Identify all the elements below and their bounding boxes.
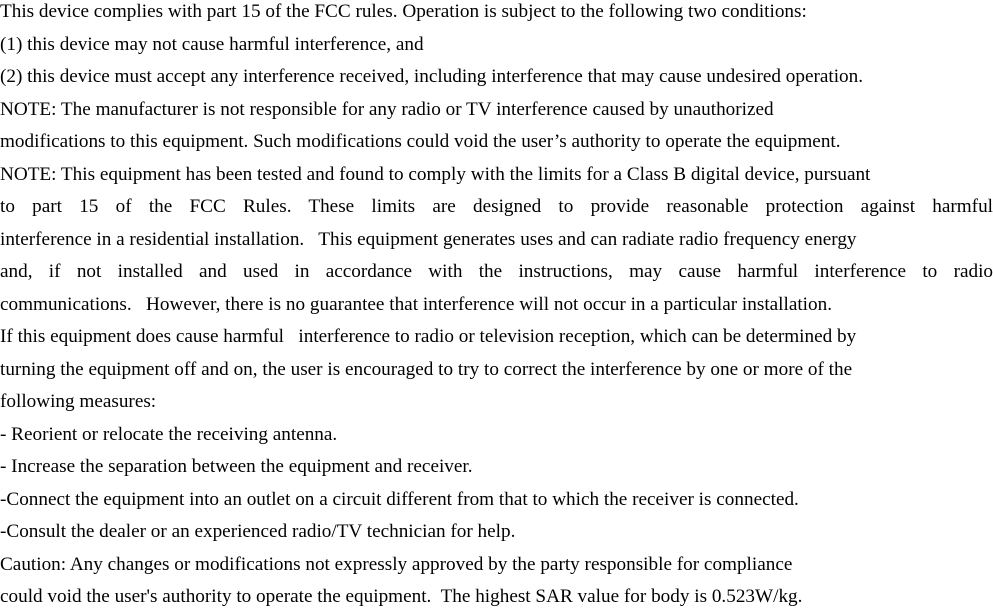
measure-increase-separation: - Increase the separation between the equipment and receiver. [0,456,473,477]
fcc-compliance-intro: This device complies with part 15 of the FCC rules. Operation is subject to the following two conditions: [0,1,807,22]
interference-paragraph-line-2: turning the equipment off and on, the user is encouraged to try to correct the interference by one or more of the [0,358,853,380]
manufacturer-note-line-2: modifications to this equipment. Such modifications could void the user’s authority to operate the equipment. [0,131,841,152]
caution-line-1: Caution: Any changes or modifications not expressly approved by the party responsible for compliance [0,553,793,575]
interference-paragraph-line-3: following measures: [0,391,157,412]
interference-paragraph-line-1: If this equipment does cause harmful interference to radio or television reception, which can be determined by [0,326,857,347]
manufacturer-note-line-1: NOTE: The manufacturer is not responsible for any radio or TV interference caused by unauthorized [0,98,774,120]
measure-consult-dealer: -Consult the dealer or an experienced radio/TV technician for help. [0,521,516,542]
class-b-note-line-4: and, if not installed and used in accordance with the instructions, may cause harmful interference to radio [0,261,993,282]
class-b-note-line-2: to part 15 of the FCC Rules. These limits are designed to provide reasonable protection against harmful [0,196,993,217]
condition-2: (2) this device must accept any interference received, including interference that may cause undesired operation. [0,66,864,87]
class-b-note-line-3: interference in a residential installation. This equipment generates uses and can radiate radio frequency energy [0,228,857,250]
class-b-note-line-1: NOTE: This equipment has been tested and found to comply with the limits for a Class B digital device, pursuant [0,163,871,185]
measure-reorient-antenna: - Reorient or relocate the receiving antenna. [0,423,338,445]
caution-line-2-sar: could void the user's authority to operate the equipment. The highest SAR value for body is 0.523W/kg. [0,586,803,607]
class-b-note-line-5: communications. However, there is no guarantee that interference will not occur in a particular installation. [0,293,832,315]
measure-different-outlet: -Connect the equipment into an outlet on a circuit different from that to which the receiver is connected. [0,488,799,510]
condition-1: (1) this device may not cause harmful interference, and [0,33,424,55]
